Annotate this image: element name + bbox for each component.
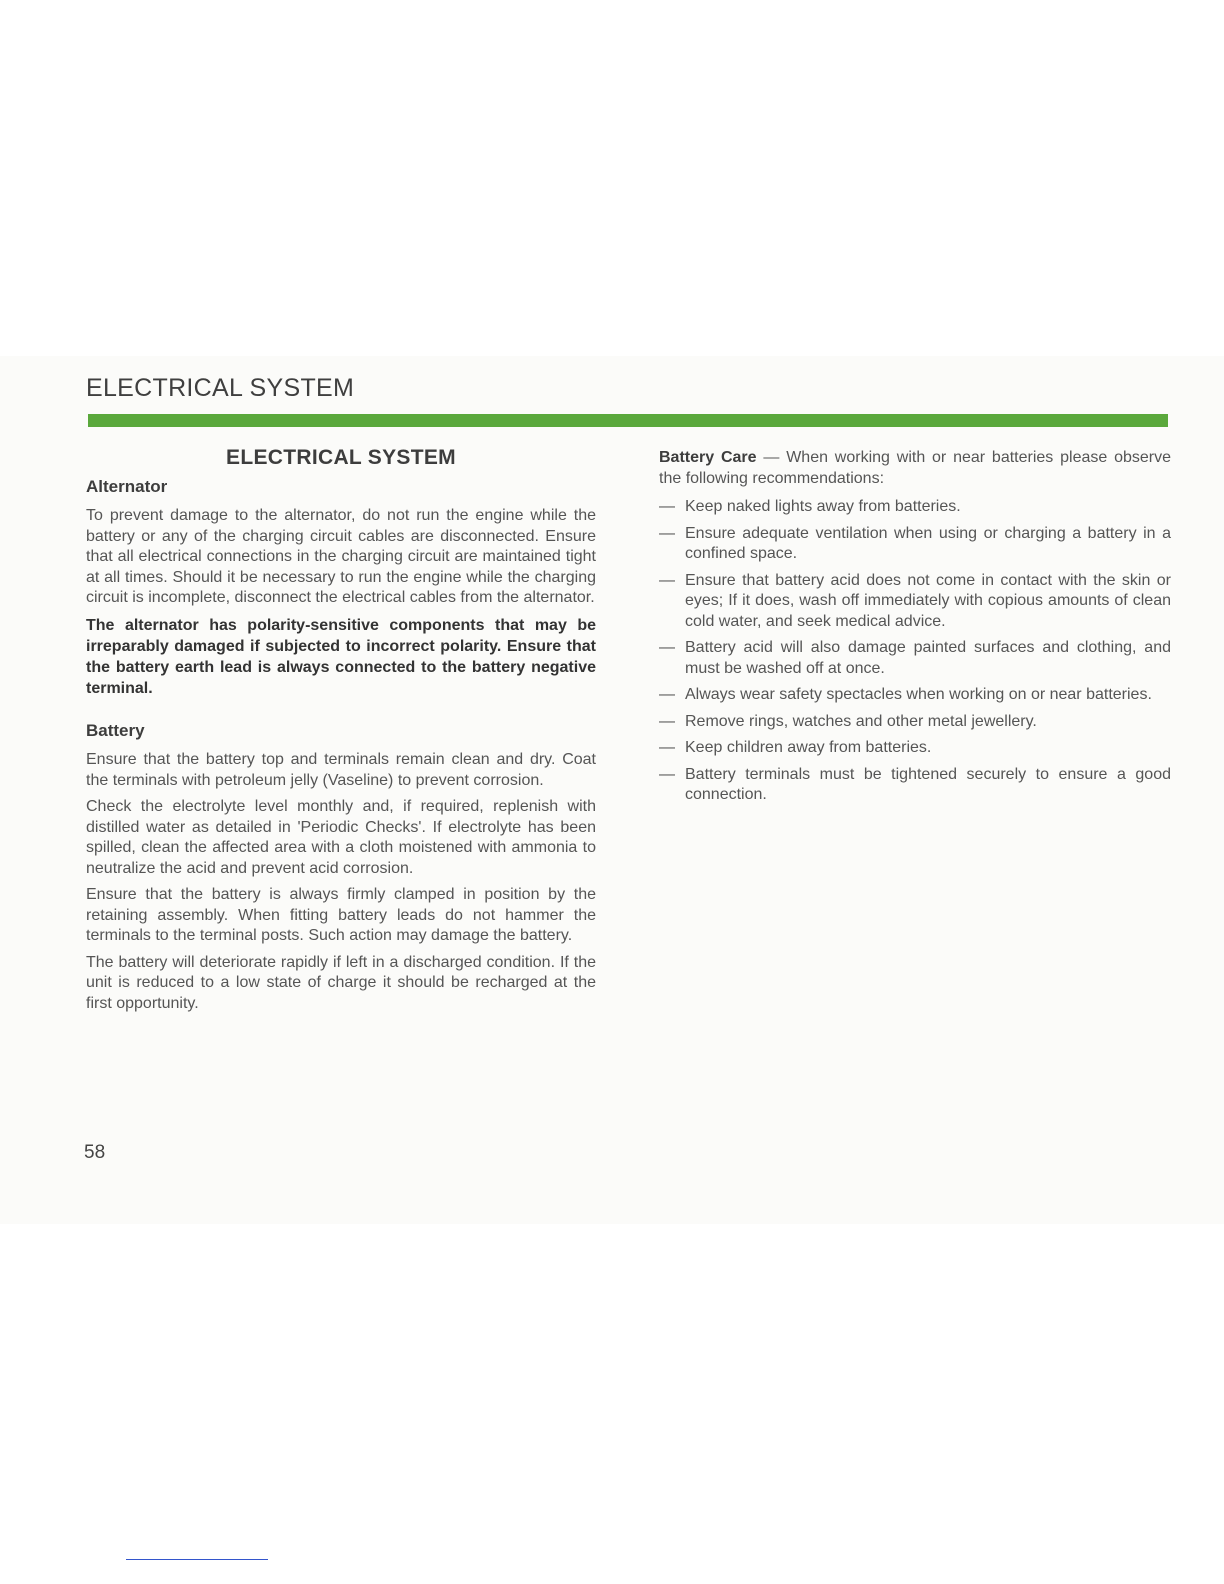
- list-item: [659, 738, 1171, 759]
- running-header-title: ELECTRICAL SYSTEM: [86, 374, 355, 402]
- list-item-text: Battery acid will also damage painted surfaces and clothing, and must be washed off at once.: [685, 639, 1171, 677]
- dash-bullet: —: [659, 765, 675, 783]
- battery-heading: Battery: [86, 720, 145, 740]
- battery-paragraph: Check the electrolyte level monthly and, if required, replenish with distilled water as detailed in 'Periodic Checks'. If electrolyte has been spilled, clean the affected area with a cloth moistened with ammonia to neutralize the acid and prevent acid corrosion.: [86, 798, 596, 877]
- list-item: [659, 638, 1171, 679]
- section-title: ELECTRICAL SYSTEM: [226, 446, 456, 469]
- battery-paragraph: Ensure that the battery top and terminals remain clean and dry. Coat the terminals with petroleum jelly (Vaseline) to prevent corrosion.: [86, 751, 596, 789]
- dash-bullet: —: [659, 639, 675, 656]
- list-item-text: Keep naked lights away from batteries.: [685, 498, 961, 515]
- list-item-text: Ensure adequate ventilation when using or charging a battery in a confined space.: [685, 524, 1171, 562]
- battery-care-list: [659, 497, 1171, 806]
- list-item: [659, 685, 1171, 706]
- dash-bullet: —: [659, 712, 675, 730]
- right-column: [659, 448, 1171, 812]
- header-accent-rule: [88, 414, 1168, 427]
- left-column: [86, 448, 596, 1020]
- alternator-heading: Alternator: [86, 476, 168, 496]
- dash-bullet: —: [659, 524, 675, 542]
- list-item: [659, 712, 1171, 733]
- list-item: [659, 765, 1171, 806]
- list-item-text: Keep children away from batteries.: [685, 739, 932, 756]
- dash-bullet: —: [659, 571, 675, 589]
- battery-care-intro-text: — When working with or near batteries please observe the following recommendations:: [659, 449, 1172, 487]
- list-item-text: Ensure that battery acid does not come in contact with the skin or eyes; If it does, wash off immediately with copious amounts of clean cold water, and seek medical advice.: [685, 571, 1171, 630]
- battery-care-label: Battery Care: [659, 449, 757, 466]
- list-item-text: Always wear safety spectacles when working on or near batteries.: [685, 686, 1152, 703]
- dash-bullet: —: [659, 686, 675, 703]
- list-item: [659, 497, 1171, 518]
- manual-page: [0, 356, 1224, 1224]
- list-item: [659, 524, 1171, 565]
- list-item: [659, 571, 1171, 633]
- page-number: 58: [84, 1142, 106, 1163]
- bottom-rule: [126, 1559, 268, 1560]
- alternator-paragraph: To prevent damage to the alternator, do not run the engine while the battery or any of the charging circuit cables are disconnected. Ensure that all electrical connections in the charging circuit are maintained tight at all times. Should it be necessary to run the engine while the charging circuit is incomplete, disconnect the electrical cables from the alternator.: [86, 507, 596, 606]
- dash-bullet: —: [659, 739, 675, 756]
- list-item-text: Remove rings, watches and other metal jewellery.: [685, 712, 1037, 730]
- list-item-text: Battery terminals must be tightened securely to ensure a good connection.: [685, 765, 1171, 803]
- battery-paragraph: The battery will deteriorate rapidly if left in a discharged condition. If the unit is reduced to a low state of charge it should be recharged at the first opportunity.: [86, 953, 596, 1012]
- dash-bullet: —: [659, 498, 675, 515]
- alternator-polarity-warning: The alternator has polarity-sensitive components that may be irreparably damaged if subjected to incorrect polarity. Ensure that the battery earth lead is always connected to the battery negative terminal.: [86, 616, 596, 697]
- battery-care-intro: [659, 448, 1171, 489]
- battery-paragraph: Ensure that the battery is always firmly clamped in position by the retaining assembly. When fitting battery leads do not hammer the terminals to the terminal posts. Such action may damage the battery.: [86, 886, 596, 944]
